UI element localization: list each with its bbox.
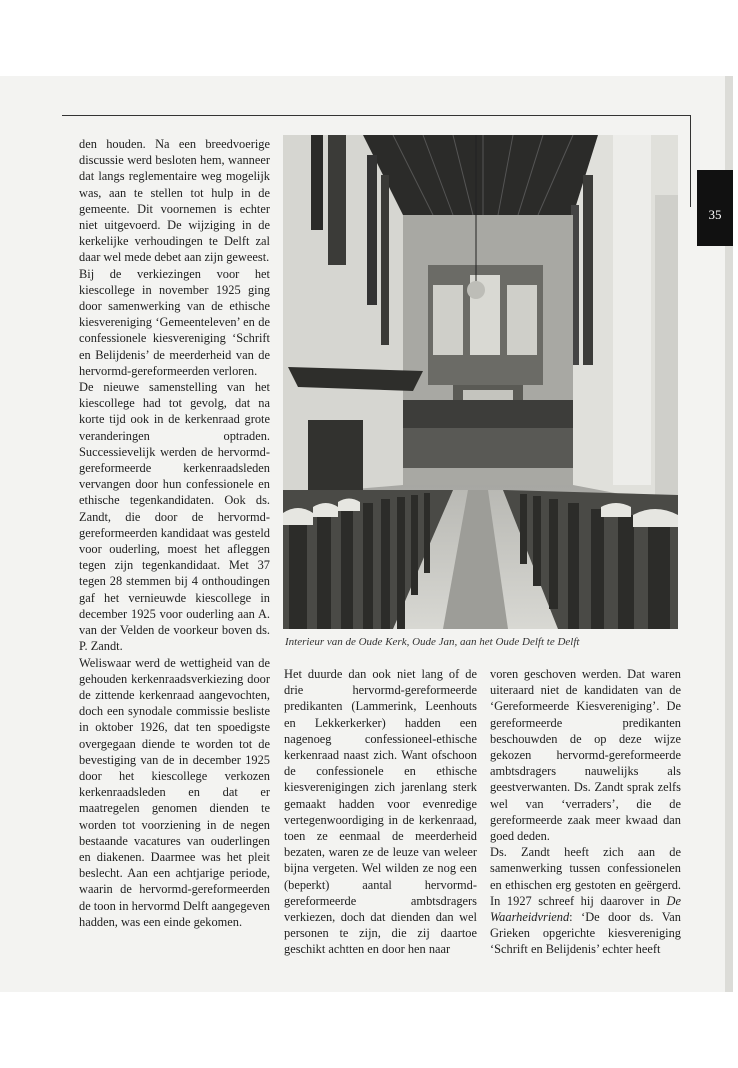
header-rule-drop bbox=[690, 115, 691, 207]
text-column-3 bbox=[490, 666, 681, 958]
paragraph-text: Ds. Zandt heeft zich aan de samenwerking tussen confessionelen en ethischen erg gestoten en geërgerd. In 1927 schreef hij daarover in bbox=[490, 845, 681, 908]
page-number: 35 bbox=[708, 207, 722, 222]
paragraph: voren geschoven werden. Dat waren uiteraard niet de kandidaten van de ‘Gereformeerde Kiesvereniging’. De gereformeerde predikanten beschouwden de op deze wijze gekozen hervormd-gereformeerde ambtsdragers nauwelijks als geestverwanten. Ds. Zandt sprak zelfs wel van ‘verraders’, die de gereformeerde zaak meer kwaad dan goed deden. bbox=[490, 667, 681, 844]
paragraph bbox=[490, 844, 681, 957]
church-interior-illustration bbox=[283, 135, 678, 629]
paragraph: Bij de verkiezingen voor het kiescollege in november 1925 ging door samenwerking van de ethische kiesvereniging ‘Gemeenteleven’ en de confessionele kiesvereniging ‘Schrift en Belijdenis’ de meerderheid van de hervormd-gereformeerden verloren. bbox=[79, 266, 270, 378]
publication-title: De Waarheidvriend bbox=[490, 893, 681, 925]
paragraph: De nieuwe samenstelling van het kiescollege had tot gevolg, dat na korte tijd ook in de kerkenraad grote veranderingen optraden. Successievelijk werden de hervormd-gereformeerde kerkenraadsleden vervangen door hun confessionele en ethische tegenkandidaten. Ook ds. Zandt, die door de hervormd-gereformeerden kandidaat was gesteld voor ouderling, moest het afleggen tegen zijn tegenkandidaat. Met 37 tegen 28 stemmen bij 4 onthoudingen gaf het vernieuwde kiescollege in december 1925 voor ouderling aan A. van der Velden de voorkeur boven ds. P. Zandt. bbox=[79, 380, 270, 654]
church-interior-photo bbox=[283, 135, 678, 629]
page-number-tab bbox=[697, 170, 733, 246]
paragraph: Het duurde dan ook niet lang of de drie hervormd-gereformeerde predikanten (Lammerink, Leenhouts en Lekkerkerker) hadden een nagenoeg confessioneel-ethische kerkenraad naast zich. Want ofschoon de confessionele en ethische kiesverenigingen zich jarenlang sterk gemaakt hadden voor evenredige vertegenwoordiging in de kerkenraad, toen ze eenmaal de meerderheid bezaten, waren ze de leuze van weleer bijna vergeten. Wel wilden ze nog een (beperkt) aantal hervormd-gereformeerde ambtsdragers verkiezen, doch dat dienden dan wel personen te zijn, die zij daartoe geschikt achtten en door hen naar bbox=[284, 667, 477, 957]
text-column-1 bbox=[79, 136, 270, 930]
paragraph: den houden. Na een breedvoerige discussie werd besloten hem, wanneer dat langs reglementaire weg mogelijk was, aan te stellen tot hulp in de gemeente. Dit voornemen is echter niet uitgevoerd. De wijziging in de kerkelijke verhoudingen te Delft zal daar wel mede debet aan zijn geweest. bbox=[79, 137, 270, 265]
paragraph-text: : ‘De door ds. Van Grieken opgerichte kiesvereniging ‘Schrift en Belijdenis’ echter heeft bbox=[490, 910, 681, 957]
header-rule bbox=[62, 115, 691, 116]
paragraph: Weliswaar werd de wettigheid van de gehouden kerkenraadsverkiezing door de zittende kerkenraad aangevochten, doch een synodale commissie besliste in oktober 1926, dat ten spoedigste overgegaan diende te worden tot de bevestiging van de in december 1925 door het kiescollege verkozen kerkenraadsleden en dat er maatregelen genomen dienden te worden tot voorziening in de negen bestaande vacatures van ouderlingen en diakenen. Daarmee was het pleit beslecht. Aan een achtjarige periode, waarin de hervormd-gereformeerden de toon in hervormd Delft aangegeven hadden, was een einde gekomen. bbox=[79, 655, 270, 929]
text-column-2 bbox=[284, 666, 477, 958]
figure-caption: Interieur van de Oude Kerk, Oude Jan, aan het Oude Delft te Delft bbox=[285, 636, 580, 648]
